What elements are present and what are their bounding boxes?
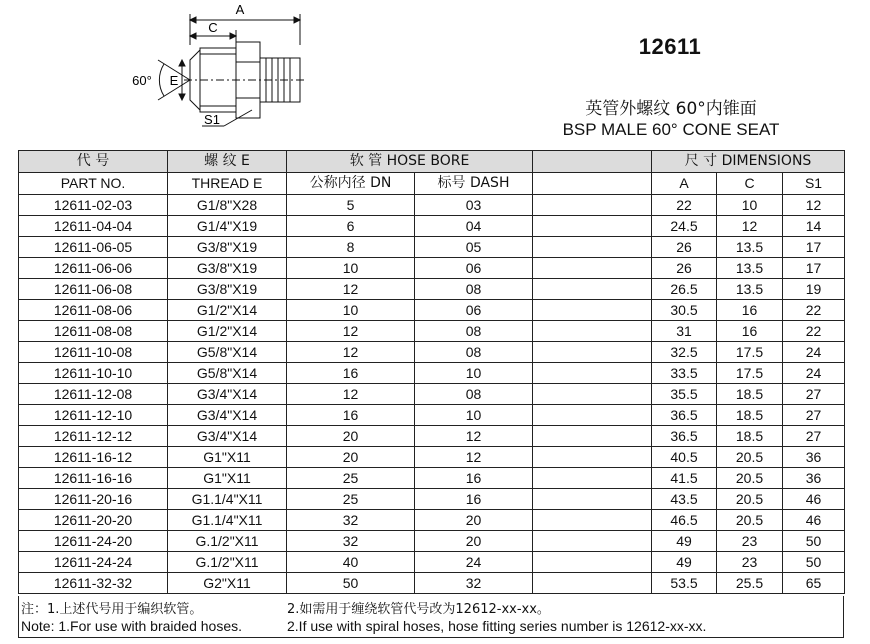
header-blank-2 — [533, 173, 652, 195]
cell-c: 12 — [717, 216, 783, 237]
cell-part-no: 12611-08-08 — [19, 321, 168, 342]
cell-c: 10 — [717, 195, 783, 216]
cell-dn: 10 — [287, 300, 415, 321]
cell-thread: G5/8"X14 — [168, 363, 287, 384]
cell-dn: 12 — [287, 321, 415, 342]
header-s1: S1 — [783, 173, 845, 195]
cell-dash: 16 — [415, 468, 533, 489]
cell-thread: G.1/2"X11 — [168, 552, 287, 573]
cell-dn: 25 — [287, 468, 415, 489]
cell-part-no: 12611-24-24 — [19, 552, 168, 573]
cell-dash: 12 — [415, 447, 533, 468]
angle-label: 60° — [132, 73, 152, 88]
cell-thread: G3/8"X19 — [168, 237, 287, 258]
table-row — [19, 300, 845, 321]
cell-a: 36.5 — [652, 405, 717, 426]
header-hose-bore: 软 管 HOSE BORE — [287, 151, 533, 173]
header-thread-e: THREAD E — [168, 173, 287, 195]
fitting-drawing — [120, 0, 420, 140]
cell-thread: G3/8"X19 — [168, 258, 287, 279]
cell-c: 16 — [717, 321, 783, 342]
cell-s1: 27 — [783, 405, 845, 426]
cell-part-no: 12611-24-20 — [19, 531, 168, 552]
cell-part-no: 12611-20-20 — [19, 510, 168, 531]
cell-s1: 27 — [783, 426, 845, 447]
cell-thread: G3/4"X14 — [168, 384, 287, 405]
cell-part-no: 12611-10-08 — [19, 342, 168, 363]
cell-a: 30.5 — [652, 300, 717, 321]
cell-s1: 50 — [783, 531, 845, 552]
cell-part-no: 12611-12-10 — [19, 405, 168, 426]
cell-c: 18.5 — [717, 405, 783, 426]
cell-part-no: 12611-16-16 — [19, 468, 168, 489]
table-row — [19, 195, 845, 216]
cell-a: 26 — [652, 258, 717, 279]
header-a: A — [652, 173, 717, 195]
cell-dn: 50 — [287, 573, 415, 594]
cell-a: 46.5 — [652, 510, 717, 531]
cell-part-no: 12611-16-12 — [19, 447, 168, 468]
cell-s1: 24 — [783, 342, 845, 363]
cell-s1: 22 — [783, 300, 845, 321]
cell-blank — [533, 237, 652, 258]
cell-dn: 6 — [287, 216, 415, 237]
header-dn: 公称内径 DN — [287, 173, 415, 195]
cell-s1: 17 — [783, 258, 845, 279]
cell-dn: 16 — [287, 363, 415, 384]
cell-dash: 10 — [415, 405, 533, 426]
cell-dash: 05 — [415, 237, 533, 258]
note-en-2: 2.If use with spiral hoses, hose fitting series number is 12612-xx-xx. — [287, 618, 707, 634]
note-cn-2: 2.如需用于缠绕软管代号改为12612-xx-xx。 — [287, 602, 550, 617]
table-row — [19, 321, 845, 342]
cell-dash: 04 — [415, 216, 533, 237]
cell-c: 20.5 — [717, 468, 783, 489]
cell-dash: 08 — [415, 342, 533, 363]
table-row — [19, 468, 845, 489]
cell-blank — [533, 552, 652, 573]
cell-dn: 12 — [287, 342, 415, 363]
cell-blank — [533, 342, 652, 363]
cell-thread: G1.1/4"X11 — [168, 510, 287, 531]
cell-dash: 10 — [415, 363, 533, 384]
cell-dn: 40 — [287, 552, 415, 573]
cell-c: 17.5 — [717, 363, 783, 384]
table-row — [19, 363, 845, 384]
cell-s1: 46 — [783, 489, 845, 510]
cell-dn: 5 — [287, 195, 415, 216]
header-thread-cn: 螺 纹 E — [168, 151, 287, 173]
note-cn-1: 注：1.上述代号用于编织软管。 — [21, 602, 203, 617]
cell-blank — [533, 573, 652, 594]
header-dash: 标号 DASH — [415, 173, 533, 195]
cell-s1: 27 — [783, 384, 845, 405]
cell-blank — [533, 384, 652, 405]
cell-a: 24.5 — [652, 216, 717, 237]
cell-thread: G3/4"X14 — [168, 426, 287, 447]
table-row — [19, 531, 845, 552]
spec-table-body — [19, 195, 845, 594]
cell-thread: G2"X11 — [168, 573, 287, 594]
cell-dash: 20 — [415, 510, 533, 531]
cell-s1: 19 — [783, 279, 845, 300]
cell-blank — [533, 321, 652, 342]
cell-thread: G5/8"X14 — [168, 342, 287, 363]
cell-thread: G1"X11 — [168, 447, 287, 468]
cell-dash: 32 — [415, 573, 533, 594]
cell-s1: 17 — [783, 237, 845, 258]
cell-dash: 03 — [415, 195, 533, 216]
table-row — [19, 258, 845, 279]
header-row-2 — [19, 173, 845, 195]
dim-c-label: C — [208, 20, 218, 35]
cell-a: 35.5 — [652, 384, 717, 405]
cell-c: 13.5 — [717, 237, 783, 258]
header-row-1 — [19, 151, 845, 173]
cell-thread: G1/2"X14 — [168, 300, 287, 321]
title-english: BSP MALE 60° CONE SEAT — [562, 120, 780, 139]
cell-blank — [533, 531, 652, 552]
cell-blank — [533, 279, 652, 300]
cell-c: 16 — [717, 300, 783, 321]
cell-blank — [533, 216, 652, 237]
cell-s1: 50 — [783, 552, 845, 573]
cell-c: 18.5 — [717, 384, 783, 405]
header-c: C — [717, 173, 783, 195]
table-row — [19, 405, 845, 426]
cell-blank — [533, 468, 652, 489]
cell-s1: 14 — [783, 216, 845, 237]
cell-a: 53.5 — [652, 573, 717, 594]
table-row — [19, 426, 845, 447]
cell-c: 25.5 — [717, 573, 783, 594]
cell-dash: 20 — [415, 531, 533, 552]
cell-dash: 16 — [415, 489, 533, 510]
cell-blank — [533, 447, 652, 468]
cell-part-no: 12611-32-32 — [19, 573, 168, 594]
cell-part-no: 12611-06-08 — [19, 279, 168, 300]
header-part-no: PART NO. — [19, 173, 168, 195]
cell-dn: 10 — [287, 258, 415, 279]
cell-s1: 36 — [783, 447, 845, 468]
notes-box — [18, 596, 844, 638]
cell-thread: G3/8"X19 — [168, 279, 287, 300]
cell-a: 33.5 — [652, 363, 717, 384]
cell-a: 26.5 — [652, 279, 717, 300]
table-row — [19, 384, 845, 405]
cell-dash: 06 — [415, 258, 533, 279]
cell-s1: 36 — [783, 468, 845, 489]
cell-a: 41.5 — [652, 468, 717, 489]
cell-a: 43.5 — [652, 489, 717, 510]
cell-part-no: 12611-02-03 — [19, 195, 168, 216]
cell-part-no: 12611-06-05 — [19, 237, 168, 258]
cell-c: 20.5 — [717, 489, 783, 510]
cell-dn: 32 — [287, 531, 415, 552]
cell-part-no: 12611-12-08 — [19, 384, 168, 405]
cell-part-no: 12611-10-10 — [19, 363, 168, 384]
cell-c: 17.5 — [717, 342, 783, 363]
cell-s1: 24 — [783, 363, 845, 384]
cell-part-no: 12611-20-16 — [19, 489, 168, 510]
cell-dash: 08 — [415, 321, 533, 342]
cell-c: 23 — [717, 531, 783, 552]
table-row — [19, 552, 845, 573]
cell-dash: 08 — [415, 384, 533, 405]
cell-blank — [533, 258, 652, 279]
cell-part-no: 12611-04-04 — [19, 216, 168, 237]
cell-a: 31 — [652, 321, 717, 342]
cell-dn: 12 — [287, 384, 415, 405]
cell-blank — [533, 510, 652, 531]
header-blank — [533, 151, 652, 173]
cell-part-no: 12611-06-06 — [19, 258, 168, 279]
table-row — [19, 237, 845, 258]
cell-c: 13.5 — [717, 279, 783, 300]
cell-thread: G1/4"X19 — [168, 216, 287, 237]
cell-dn: 16 — [287, 405, 415, 426]
cell-a: 26 — [652, 237, 717, 258]
cell-blank — [533, 426, 652, 447]
header-code-cn: 代 号 — [19, 151, 168, 173]
cell-dash: 12 — [415, 426, 533, 447]
cell-dn: 32 — [287, 510, 415, 531]
table-row — [19, 279, 845, 300]
cell-part-no: 12611-08-06 — [19, 300, 168, 321]
table-row — [19, 489, 845, 510]
cell-thread: G3/4"X14 — [168, 405, 287, 426]
cell-a: 40.5 — [652, 447, 717, 468]
cell-blank — [533, 195, 652, 216]
cell-a: 22 — [652, 195, 717, 216]
cell-thread: G1.1/4"X11 — [168, 489, 287, 510]
cell-dash: 08 — [415, 279, 533, 300]
cell-a: 36.5 — [652, 426, 717, 447]
cell-part-no: 12611-12-12 — [19, 426, 168, 447]
cell-dn: 8 — [287, 237, 415, 258]
cell-thread: G1"X11 — [168, 468, 287, 489]
cell-blank — [533, 405, 652, 426]
cell-a: 49 — [652, 552, 717, 573]
cell-s1: 12 — [783, 195, 845, 216]
cell-dn: 20 — [287, 447, 415, 468]
cell-dn: 12 — [287, 279, 415, 300]
cell-s1: 46 — [783, 510, 845, 531]
dim-s1-label: S1 — [204, 112, 220, 127]
cell-c: 18.5 — [717, 426, 783, 447]
cell-blank — [533, 300, 652, 321]
cell-blank — [533, 363, 652, 384]
spec-table — [18, 150, 845, 594]
cell-dash: 06 — [415, 300, 533, 321]
cell-dn: 20 — [287, 426, 415, 447]
table-row — [19, 573, 845, 594]
dim-e-label: E — [169, 73, 179, 88]
cell-c: 23 — [717, 552, 783, 573]
header-dimensions: 尺 寸 DIMENSIONS — [652, 151, 845, 173]
note-en-1: Note: 1.For use with braided hoses. — [21, 618, 243, 634]
table-row — [19, 216, 845, 237]
cell-a: 32.5 — [652, 342, 717, 363]
product-code: 12611 — [638, 34, 702, 59]
cell-c: 20.5 — [717, 447, 783, 468]
cell-s1: 22 — [783, 321, 845, 342]
cell-s1: 65 — [783, 573, 845, 594]
cell-dash: 24 — [415, 552, 533, 573]
cell-thread: G1/2"X14 — [168, 321, 287, 342]
cell-blank — [533, 489, 652, 510]
dim-a-label: A — [235, 2, 245, 17]
cell-c: 13.5 — [717, 258, 783, 279]
cell-dn: 25 — [287, 489, 415, 510]
cell-c: 20.5 — [717, 510, 783, 531]
cell-thread: G1/8"X28 — [168, 195, 287, 216]
table-row — [19, 510, 845, 531]
cell-thread: G.1/2"X11 — [168, 531, 287, 552]
table-row — [19, 342, 845, 363]
title-chinese: 英管外螺纹 60°内锥面 — [585, 99, 757, 119]
table-row — [19, 447, 845, 468]
cell-a: 49 — [652, 531, 717, 552]
